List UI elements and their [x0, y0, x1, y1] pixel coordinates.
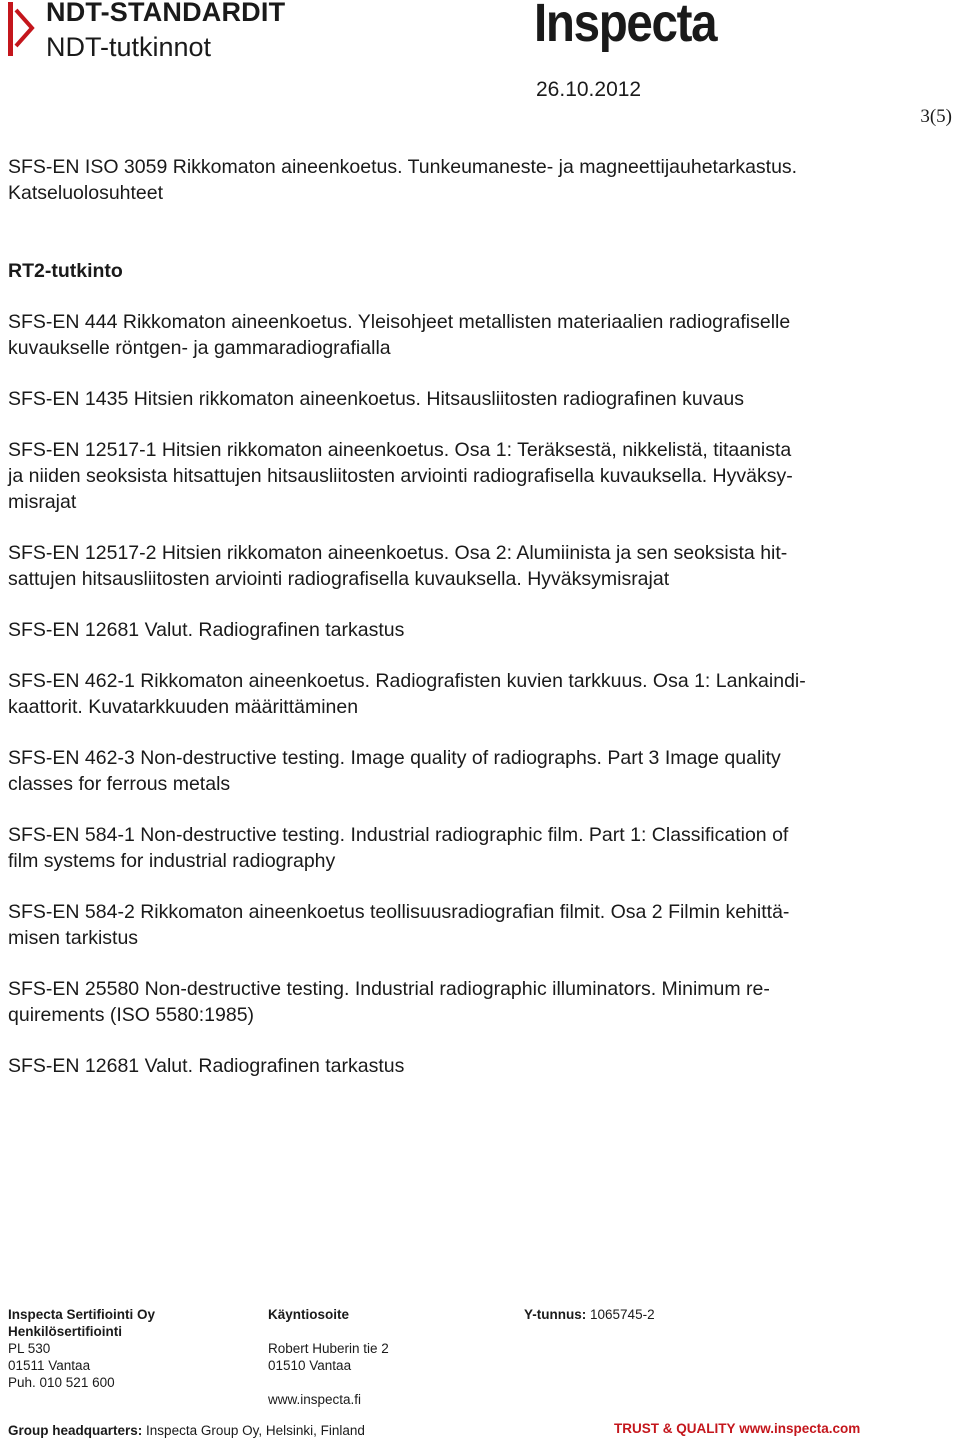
footer-visit-city: 01510 Vantaa [268, 1358, 352, 1373]
footer-visit-street: Robert Huberin tie 2 [268, 1341, 389, 1356]
document-body [8, 154, 923, 1104]
footer-post-city: 01511 Vantaa [8, 1358, 91, 1373]
footer-ytunnus-label: Y-tunnus: [524, 1307, 587, 1322]
standard-item [8, 745, 923, 797]
standard-line: SFS-EN 25580 Non-destructive testing. Industrial radiographic illuminators. Minimum re- [8, 978, 770, 1000]
footer-ytunnus-value: 1065745-2 [590, 1307, 655, 1322]
standard-line: misen tarkistus [8, 927, 139, 949]
footer-website-link[interactable]: www.inspecta.fi [268, 1392, 362, 1407]
standard-line: SFS-EN 12681 Valut. Radiografinen tarkastus [8, 619, 405, 641]
standard-line: SFS-EN 12517-2 Hitsien rikkomaton aineenkoetus. Osa 2: Alumiinista ja sen seoksista hit- [8, 542, 788, 564]
inspecta-logo: Inspecta [534, 0, 717, 53]
standard-line: quirements (ISO 5580:1985) [8, 1004, 255, 1026]
standard-line: misrajat [8, 491, 77, 513]
standard-line: film systems for industrial radiography [8, 850, 336, 872]
footer-hq-value: Inspecta Group Oy, Helsinki, Finland [146, 1423, 365, 1438]
footer-hq-label: Group headquarters: [8, 1423, 143, 1438]
page-number: 3(5) [920, 106, 952, 127]
standard-item [8, 309, 923, 361]
footer-company: Inspecta Sertifiointi Oy [8, 1307, 156, 1322]
footer-po-box: PL 530 [8, 1341, 51, 1356]
footer-id-column [524, 1306, 655, 1323]
standard-line: sattujen hitsausliitosten arviointi radiografisella kuvauksella. Hyväksymisrajat [8, 568, 670, 590]
document-date: 26.10.2012 [536, 78, 642, 101]
standard-item [8, 617, 923, 643]
standard-item [8, 386, 923, 412]
footer-visit-column [268, 1306, 389, 1408]
standard-line: kaattorit. Kuvatarkkuuden määrittäminen [8, 696, 359, 718]
standard-line: SFS-EN 462-1 Rikkomaton aineenkoetus. Radiografisten kuvien tarkkuus. Osa 1: Lankaindi- [8, 670, 806, 692]
footer-company-column [8, 1306, 155, 1391]
standard-line: kuvaukselle röntgen- ja gammaradiografialla [8, 337, 391, 359]
standard-line: SFS-EN 462-3 Non-destructive testing. Image quality of radiographs. Part 3 Image quality [8, 747, 781, 769]
standard-line: SFS-EN 12517-1 Hitsien rikkomaton aineenkoetus. Osa 1: Teräksestä, nikkelistä, titaanista [8, 439, 792, 461]
standard-line: SFS-EN 584-2 Rikkomaton aineenkoetus teollisuusradiografian filmit. Osa 2 Filmin kehittä- [8, 901, 790, 923]
footer-tagline [614, 1420, 860, 1437]
standard-item [8, 437, 923, 515]
footer-tagline-url[interactable]: www.inspecta.com [739, 1421, 861, 1436]
footer-phone: Puh. 010 521 600 [8, 1375, 115, 1390]
standard-line: SFS-EN 584-1 Non-destructive testing. Industrial radiographic film. Part 1: Classification of [8, 824, 789, 846]
footer-headquarters [8, 1422, 365, 1439]
header-accent-mark [6, 0, 36, 60]
standard-line: classes for ferrous metals [8, 773, 231, 795]
standard-item [8, 540, 923, 592]
standard-item [8, 822, 923, 874]
footer-visit-label: Käyntiosoite [268, 1307, 350, 1322]
standard-line: SFS-EN 12681 Valut. Radiografinen tarkastus [8, 1055, 405, 1077]
standard-item [8, 976, 923, 1028]
footer-tagline-text: TRUST & QUALITY [614, 1421, 736, 1436]
intro-line: SFS-EN ISO 3059 Rikkomaton aineenkoetus. Tunkeumaneste- ja magneettijauhetarkastus. [8, 156, 798, 178]
section-title: RT2-tutkinto [8, 260, 123, 282]
standard-item [8, 899, 923, 951]
intro-line: Katseluolosuhteet [8, 182, 164, 204]
standard-line: SFS-EN 1435 Hitsien rikkomaton aineenkoetus. Hitsausliitosten radiografinen kuvaus [8, 388, 744, 410]
header-title: NDT-STANDARDIT [46, 0, 286, 27]
intro-paragraph [8, 154, 923, 206]
footer-department: Henkilösertifiointi [8, 1324, 123, 1339]
header-subtitle: NDT-tutkinnot [46, 32, 212, 62]
standard-item [8, 1053, 923, 1079]
standard-line: SFS-EN 444 Rikkomaton aineenkoetus. Yleisohjeet metallisten materiaalien radiografiselle [8, 311, 791, 333]
standard-line: ja niiden seoksista hitsattujen hitsausliitosten arviointi radiografisella kuvauksella. Hyväksy- [8, 465, 793, 487]
standard-item [8, 668, 923, 720]
